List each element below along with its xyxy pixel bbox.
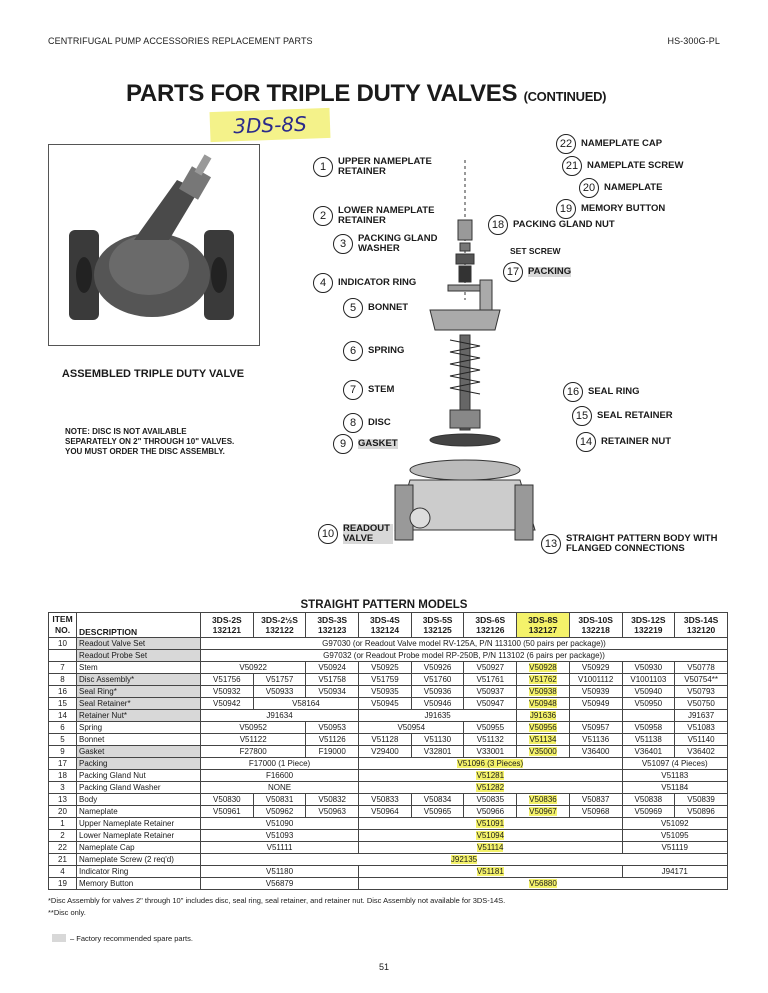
diagram-label-20: 20 NAMEPLATE <box>579 178 662 198</box>
part-number-cell: J91637 <box>675 710 728 722</box>
part-number-cell: V50932 <box>201 686 254 698</box>
description-cell: Nameplate Cap <box>77 842 201 854</box>
part-number-cell: V51184 <box>622 782 728 794</box>
part-number-cell: V29400 <box>359 746 412 758</box>
part-number-cell: V56879 <box>201 878 359 890</box>
item-number-cell <box>49 650 77 662</box>
part-number-cell <box>359 758 622 770</box>
part-number-cell <box>517 710 570 722</box>
description-cell: Readout Probe Set <box>77 650 201 662</box>
part-number-cell <box>569 710 622 722</box>
valve-photo <box>48 144 260 346</box>
page-number: 51 <box>378 962 389 972</box>
part-number-cell: V51760 <box>411 674 464 686</box>
part-number-cell: V50831 <box>253 794 306 806</box>
table-row <box>49 806 728 818</box>
diagram-label-22: 22 NAMEPLATE CAP <box>556 134 662 154</box>
part-number-cell: V36402 <box>675 746 728 758</box>
part-number-cell: V50945 <box>359 698 412 710</box>
part-number-cell: V51136 <box>569 734 622 746</box>
part-number-cell: V51126 <box>306 734 359 746</box>
column-header-model: 3DS-8S 132127 <box>517 613 570 638</box>
description-cell: Retainer Nut* <box>77 710 201 722</box>
column-header-model: 3DS-5S 132125 <box>411 613 464 638</box>
part-number-cell: V50957 <box>569 722 622 734</box>
table-row <box>49 734 728 746</box>
part-number-cell: V50926 <box>411 662 464 674</box>
table-row <box>49 638 728 650</box>
description-cell: Readout Valve Set <box>77 638 201 650</box>
highlighted-part-number: V51281 <box>476 770 505 780</box>
part-number-cell <box>517 722 570 734</box>
description-cell: Spring <box>77 722 201 734</box>
part-number-cell: V51097 (4 Pieces) <box>622 758 728 770</box>
part-number-cell: G97032 (or Readout Probe model RP-250B, P/N 113102 (6 pairs per package)) <box>201 650 728 662</box>
part-number-cell: NONE <box>201 782 359 794</box>
description-cell: Disc Assembly* <box>77 674 201 686</box>
part-number-cell: V51756 <box>201 674 254 686</box>
column-header-model: 3DS-6S 132126 <box>464 613 517 638</box>
highlighted-part-number: V51114 <box>477 842 504 852</box>
item-number-cell: 5 <box>49 734 77 746</box>
part-number-cell: V51140 <box>675 734 728 746</box>
item-number-cell: 2 <box>49 830 77 842</box>
part-number-cell: V50838 <box>622 794 675 806</box>
part-number-cell <box>359 878 728 890</box>
part-number-cell: V51093 <box>201 830 359 842</box>
item-number-cell: 19 <box>49 878 77 890</box>
table-row <box>49 758 728 770</box>
item-number-cell: 4 <box>49 866 77 878</box>
table-row <box>49 770 728 782</box>
part-number-cell: V50936 <box>411 686 464 698</box>
diagram-label-5: 5 BONNET <box>343 298 408 318</box>
diagram-label-3: 3 PACKING GLAND WASHER <box>333 234 448 254</box>
part-number-cell <box>517 806 570 818</box>
table-header-row <box>49 613 728 638</box>
highlighted-part-number: V51091 <box>476 818 505 828</box>
highlighted-part-number: V51762 <box>529 674 557 684</box>
table-row <box>49 782 728 794</box>
part-number-cell: V36400 <box>569 746 622 758</box>
part-number-cell: V51761 <box>464 674 517 686</box>
part-number-cell: V50896 <box>675 806 728 818</box>
table-row <box>49 746 728 758</box>
part-number-cell: V50952 <box>201 722 306 734</box>
column-header-description: DESCRIPTION <box>77 613 201 638</box>
part-number-cell: V1001112 <box>569 674 622 686</box>
item-number-cell: 20 <box>49 806 77 818</box>
highlighted-part-number: V51282 <box>476 782 505 792</box>
item-number-cell: 1 <box>49 818 77 830</box>
part-number-cell: V51128 <box>359 734 412 746</box>
part-number-cell: V51083 <box>675 722 728 734</box>
part-number-cell: V50950 <box>622 698 675 710</box>
diagram-label-17: 17 PACKING <box>503 262 571 282</box>
highlighted-part-number: V50928 <box>529 662 557 672</box>
table-row <box>49 674 728 686</box>
part-number-cell <box>359 770 622 782</box>
description-cell: Bonnet <box>77 734 201 746</box>
part-number-cell: V50778 <box>675 662 728 674</box>
table-row <box>49 710 728 722</box>
description-cell: Packing Gland Nut <box>77 770 201 782</box>
parts-table <box>48 612 728 890</box>
part-number-cell <box>359 830 622 842</box>
part-number-cell <box>359 818 622 830</box>
diagram-label-9: 9 GASKET <box>333 434 398 454</box>
column-header-model: 3DS-10S 132218 <box>569 613 622 638</box>
part-number-cell <box>359 782 622 794</box>
column-header-model: 3DS-14S 132120 <box>675 613 728 638</box>
part-number-cell: V50934 <box>306 686 359 698</box>
part-number-cell: V50832 <box>306 794 359 806</box>
description-cell: Seal Ring* <box>77 686 201 698</box>
table-row <box>49 698 728 710</box>
part-number-cell: J91634 <box>201 710 359 722</box>
part-number-cell <box>517 698 570 710</box>
item-number-cell: 22 <box>49 842 77 854</box>
table-row <box>49 854 728 866</box>
description-cell: Nameplate Screw (2 req'd) <box>77 854 201 866</box>
description-cell: Indicator Ring <box>77 866 201 878</box>
item-number-cell: 13 <box>49 794 77 806</box>
part-number-cell: V51122 <box>201 734 306 746</box>
diagram-label-1: 1 UPPER NAMEPLATE RETAINER <box>313 157 438 177</box>
page-title <box>126 80 606 108</box>
part-number-cell: V50937 <box>464 686 517 698</box>
column-header-model: 3DS-12S 132219 <box>622 613 675 638</box>
highlighted-part-number: V50967 <box>529 806 557 816</box>
item-number-cell: 17 <box>49 758 77 770</box>
highlighted-part-number: V50956 <box>529 722 557 732</box>
part-number-cell: F19000 <box>306 746 359 758</box>
item-number-cell: 21 <box>49 854 77 866</box>
part-number-cell: V50940 <box>622 686 675 698</box>
item-number-cell: 8 <box>49 674 77 686</box>
part-number-cell: V51092 <box>622 818 728 830</box>
footnote-disc-assembly: *Disc Assembly for valves 2" through 10" includes disc, seal ring, seal retainer, and retainer nut. Disc Assembly not available for 3DS-14S. <box>48 896 506 905</box>
table-row <box>49 662 728 674</box>
part-number-cell: V1001103 <box>622 674 675 686</box>
highlighted-part-number: V51134 <box>529 734 557 744</box>
diagram-label-18: 18 PACKING GLAND NUT <box>488 215 615 235</box>
description-cell: Seal Retainer* <box>77 698 201 710</box>
description-cell: Packing Gland Washer <box>77 782 201 794</box>
table-row <box>49 818 728 830</box>
part-number-cell: V51757 <box>253 674 306 686</box>
part-number-cell: V50939 <box>569 686 622 698</box>
table-title: STRAIGHT PATTERN MODELS <box>300 599 468 611</box>
diagram-label-4: 4 INDICATOR RING <box>313 273 416 293</box>
diagram-label-8: 8 DISC <box>343 413 391 433</box>
table-row <box>49 794 728 806</box>
part-number-cell: V50930 <box>622 662 675 674</box>
valve-photo-image <box>49 145 259 345</box>
part-number-cell: F17000 (1 Piece) <box>201 758 359 770</box>
highlighted-part-number: V50948 <box>529 698 557 708</box>
column-header-model: 3DS-3S 132123 <box>306 613 359 638</box>
handwritten-annotation: 3DS-8S <box>210 108 331 142</box>
part-number-cell: V51758 <box>306 674 359 686</box>
part-number-cell: G97030 (or Readout Valve model RV-125A, P/N 113100 (50 pairs per package)) <box>201 638 728 650</box>
part-number-cell: V50949 <box>569 698 622 710</box>
item-number-cell: 16 <box>49 686 77 698</box>
part-number-cell: V50958 <box>622 722 675 734</box>
table-row <box>49 650 728 662</box>
description-cell: Packing <box>77 758 201 770</box>
item-number-cell: 3 <box>49 782 77 794</box>
item-number-cell: 6 <box>49 722 77 734</box>
description-cell: Stem <box>77 662 201 674</box>
description-cell: Body <box>77 794 201 806</box>
part-number-cell: V50925 <box>359 662 412 674</box>
part-number-cell: V50924 <box>306 662 359 674</box>
part-number-cell: V50966 <box>464 806 517 818</box>
description-cell: Upper Nameplate Retainer <box>77 818 201 830</box>
table-row <box>49 878 728 890</box>
description-cell: Nameplate <box>77 806 201 818</box>
part-number-cell: V50964 <box>359 806 412 818</box>
description-cell: Lower Nameplate Retainer <box>77 830 201 842</box>
part-number-cell: F27800 <box>201 746 306 758</box>
part-number-cell: J94171 <box>622 866 728 878</box>
part-number-cell: V50963 <box>306 806 359 818</box>
footnote-disc-only: **Disc only. <box>48 908 86 917</box>
diagram-label-7: 7 STEM <box>343 380 394 400</box>
part-number-cell: V50933 <box>253 686 306 698</box>
part-number-cell <box>517 794 570 806</box>
column-header-model: 3DS-4S 132124 <box>359 613 412 638</box>
part-number-cell: V50961 <box>201 806 254 818</box>
part-number-cell: V50935 <box>359 686 412 698</box>
item-number-cell: 10 <box>49 638 77 650</box>
item-number-cell: 7 <box>49 662 77 674</box>
diagram-label-14: 14 RETAINER NUT <box>576 432 671 452</box>
part-number-cell: V36401 <box>622 746 675 758</box>
part-number-cell: V50965 <box>411 806 464 818</box>
item-number-cell: 9 <box>49 746 77 758</box>
part-number-cell: V50946 <box>411 698 464 710</box>
part-number-cell: V50954 <box>359 722 464 734</box>
page-title-sub: (CONTINUED) <box>523 89 607 104</box>
highlighted-part-number: J91636 <box>529 710 557 720</box>
table-row <box>49 866 728 878</box>
part-number-cell: V50837 <box>569 794 622 806</box>
part-number-cell: V51132 <box>464 734 517 746</box>
part-number-cell <box>201 854 728 866</box>
item-number-cell: 18 <box>49 770 77 782</box>
photo-caption: ASSEMBLED TRIPLE DUTY VALVE <box>61 368 245 380</box>
part-number-cell <box>622 710 675 722</box>
part-number-cell: V50962 <box>253 806 306 818</box>
table-row <box>49 830 728 842</box>
set-screw-label: SET SCREW <box>510 246 561 256</box>
highlighted-part-number: V51181 <box>476 866 504 876</box>
diagram-label-6: 6 SPRING <box>343 341 404 361</box>
part-number-cell: V51138 <box>622 734 675 746</box>
document-header-left: CENTRIFUGAL PUMP ACCESSORIES REPLACEMENT PARTS <box>48 36 313 46</box>
part-number-cell: V51095 <box>622 830 728 842</box>
part-number-cell: V50793 <box>675 686 728 698</box>
spare-part-legend-swatch <box>52 934 66 942</box>
part-number-cell <box>517 686 570 698</box>
part-number-cell: V51759 <box>359 674 412 686</box>
table-row <box>49 842 728 854</box>
part-number-cell <box>517 662 570 674</box>
part-number-cell: V50953 <box>306 722 359 734</box>
part-number-cell: V51180 <box>201 866 359 878</box>
column-header-model: 3DS-2½S 132122 <box>253 613 306 638</box>
part-number-cell: V50942 <box>201 698 254 710</box>
part-number-cell <box>359 866 622 878</box>
part-number-cell: V50835 <box>464 794 517 806</box>
highlighted-part-number: V35000 <box>529 746 557 756</box>
part-number-cell: V50834 <box>411 794 464 806</box>
diagram-label-19: 19 MEMORY BUTTON <box>556 199 665 219</box>
part-number-cell: V50922 <box>201 662 306 674</box>
diagram-label-10: 10 READOUT VALVE <box>318 524 393 544</box>
description-cell: Gasket <box>77 746 201 758</box>
part-number-cell: V51111 <box>201 842 359 854</box>
part-number-cell: V50839 <box>675 794 728 806</box>
highlighted-part-number: V50836 <box>529 794 557 804</box>
part-number-cell: V50969 <box>622 806 675 818</box>
table-row <box>49 686 728 698</box>
part-number-cell <box>359 842 622 854</box>
column-header-model: 3DS-2S 132121 <box>201 613 254 638</box>
part-number-cell: V50929 <box>569 662 622 674</box>
part-number-cell: V50833 <box>359 794 412 806</box>
description-cell: Memory Button <box>77 878 201 890</box>
part-number-cell <box>517 734 570 746</box>
diagram-label-13: 13 STRAIGHT PATTERN BODY WITH FLANGED CONNECTIONS <box>541 534 726 554</box>
part-number-cell: V50955 <box>464 722 517 734</box>
part-number-cell <box>517 674 570 686</box>
diagram-label-16: 16 SEAL RING <box>563 382 640 402</box>
diagram-label-2: 2 LOWER NAMEPLATE RETAINER <box>313 206 438 226</box>
part-number-cell: V51090 <box>201 818 359 830</box>
part-number-cell: F16600 <box>201 770 359 782</box>
part-number-cell <box>517 746 570 758</box>
highlighted-part-number: J92135 <box>450 854 478 864</box>
highlighted-part-number: V51096 (3 Pieces) <box>457 758 524 768</box>
part-number-cell: V50927 <box>464 662 517 674</box>
part-number-cell: V50750 <box>675 698 728 710</box>
part-number-cell: V50830 <box>201 794 254 806</box>
page-title-main: PARTS FOR TRIPLE DUTY VALVES <box>126 80 518 107</box>
item-number-cell: 14 <box>49 710 77 722</box>
part-number-cell: V33001 <box>464 746 517 758</box>
item-number-cell: 15 <box>49 698 77 710</box>
spare-part-legend-text: – Factory recommended spare parts. <box>70 934 193 943</box>
column-header-item: ITEM NO. <box>49 613 77 638</box>
part-number-cell: V32801 <box>411 746 464 758</box>
disc-note: NOTE: DISC IS NOT AVAILABLE SEPARATELY ON 2" THROUGH 10" VALVES. YOU MUST ORDER THE DISC ASSEMBLY. <box>65 427 235 456</box>
highlighted-part-number: V51094 <box>476 830 505 840</box>
part-number-cell: V51119 <box>622 842 728 854</box>
part-number-cell: J91635 <box>359 710 517 722</box>
document-header-right: HS-300G-PL <box>667 36 720 46</box>
part-number-cell: V50754** <box>675 674 728 686</box>
table-row <box>49 722 728 734</box>
part-number-cell: V51183 <box>622 770 728 782</box>
highlighted-part-number: V50938 <box>529 686 557 696</box>
part-number-cell: V51130 <box>411 734 464 746</box>
part-number-cell: V50947 <box>464 698 517 710</box>
diagram-label-15: 15 SEAL RETAINER <box>572 406 673 426</box>
diagram-label-21: 21 NAMEPLATE SCREW <box>562 156 683 176</box>
highlighted-part-number: V56880 <box>529 878 557 888</box>
part-number-cell: V50968 <box>569 806 622 818</box>
part-number-cell: V58164 <box>253 698 358 710</box>
